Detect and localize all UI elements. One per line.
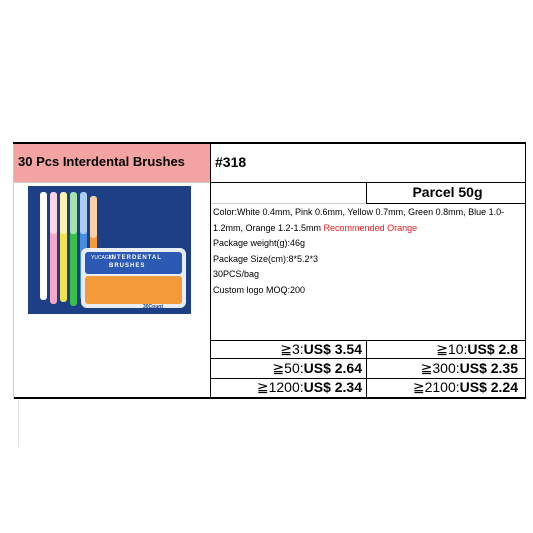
brush-green <box>70 192 77 306</box>
price-tier: ≧3:US$ 3.54 <box>280 341 362 357</box>
price-tier: ≧10:US$ 2.8 <box>436 341 518 357</box>
box-count: 30Count <box>143 304 163 310</box>
row-divider <box>210 203 366 204</box>
column-divider <box>210 144 211 399</box>
spec-block <box>213 205 521 298</box>
spec-size: Package Size(cm):8*5.2*3 <box>213 253 319 264</box>
column-divider <box>525 144 526 399</box>
box-title-line2: BRUSHES <box>109 263 146 269</box>
row-divider <box>366 203 526 204</box>
product-title: 30 Pcs Interdental Brushes <box>18 154 185 169</box>
row-divider <box>13 182 210 183</box>
table-bottom-border <box>13 397 526 399</box>
spec-pcs: 30PCS/bag <box>213 269 260 279</box>
price-tier: ≧1200:US$ 2.34 <box>256 379 362 395</box>
product-box <box>81 248 186 308</box>
brush-yellow <box>60 192 67 302</box>
box-title-line1: INTERDENTAL <box>109 255 162 261</box>
row-divider <box>210 358 526 359</box>
row-divider <box>210 182 526 183</box>
brush-white <box>40 192 47 300</box>
price-tier: ≧300:US$ 2.35 <box>420 360 518 376</box>
price-tier: ≧50:US$ 2.64 <box>272 360 362 376</box>
product-sku: #318 <box>215 154 247 170</box>
product-image <box>28 186 191 314</box>
column-divider <box>18 399 19 447</box>
price-tier: ≧2100:US$ 2.24 <box>412 379 518 395</box>
box-band <box>85 276 182 310</box>
column-divider <box>13 144 14 399</box>
column-divider <box>366 182 367 203</box>
recommended-note: Recommended Orange <box>323 222 418 233</box>
spec-colors: Color:White 0.4mm, Pink 0.6mm, Yellow 0.7mm, Green 0.8mm, Blue 1.0-1.2mm, Orange 1.2-1.5mm Recommended Orange <box>213 207 505 233</box>
brush-pink <box>50 192 57 304</box>
parcel-weight: Parcel 50g <box>412 184 483 200</box>
box-brand: YUCAGIC <box>91 255 114 261</box>
spec-weight: Package weight(g):46g <box>213 238 306 248</box>
column-divider <box>366 340 367 398</box>
spec-moq: Custom logo MOQ:200 <box>213 284 306 295</box>
